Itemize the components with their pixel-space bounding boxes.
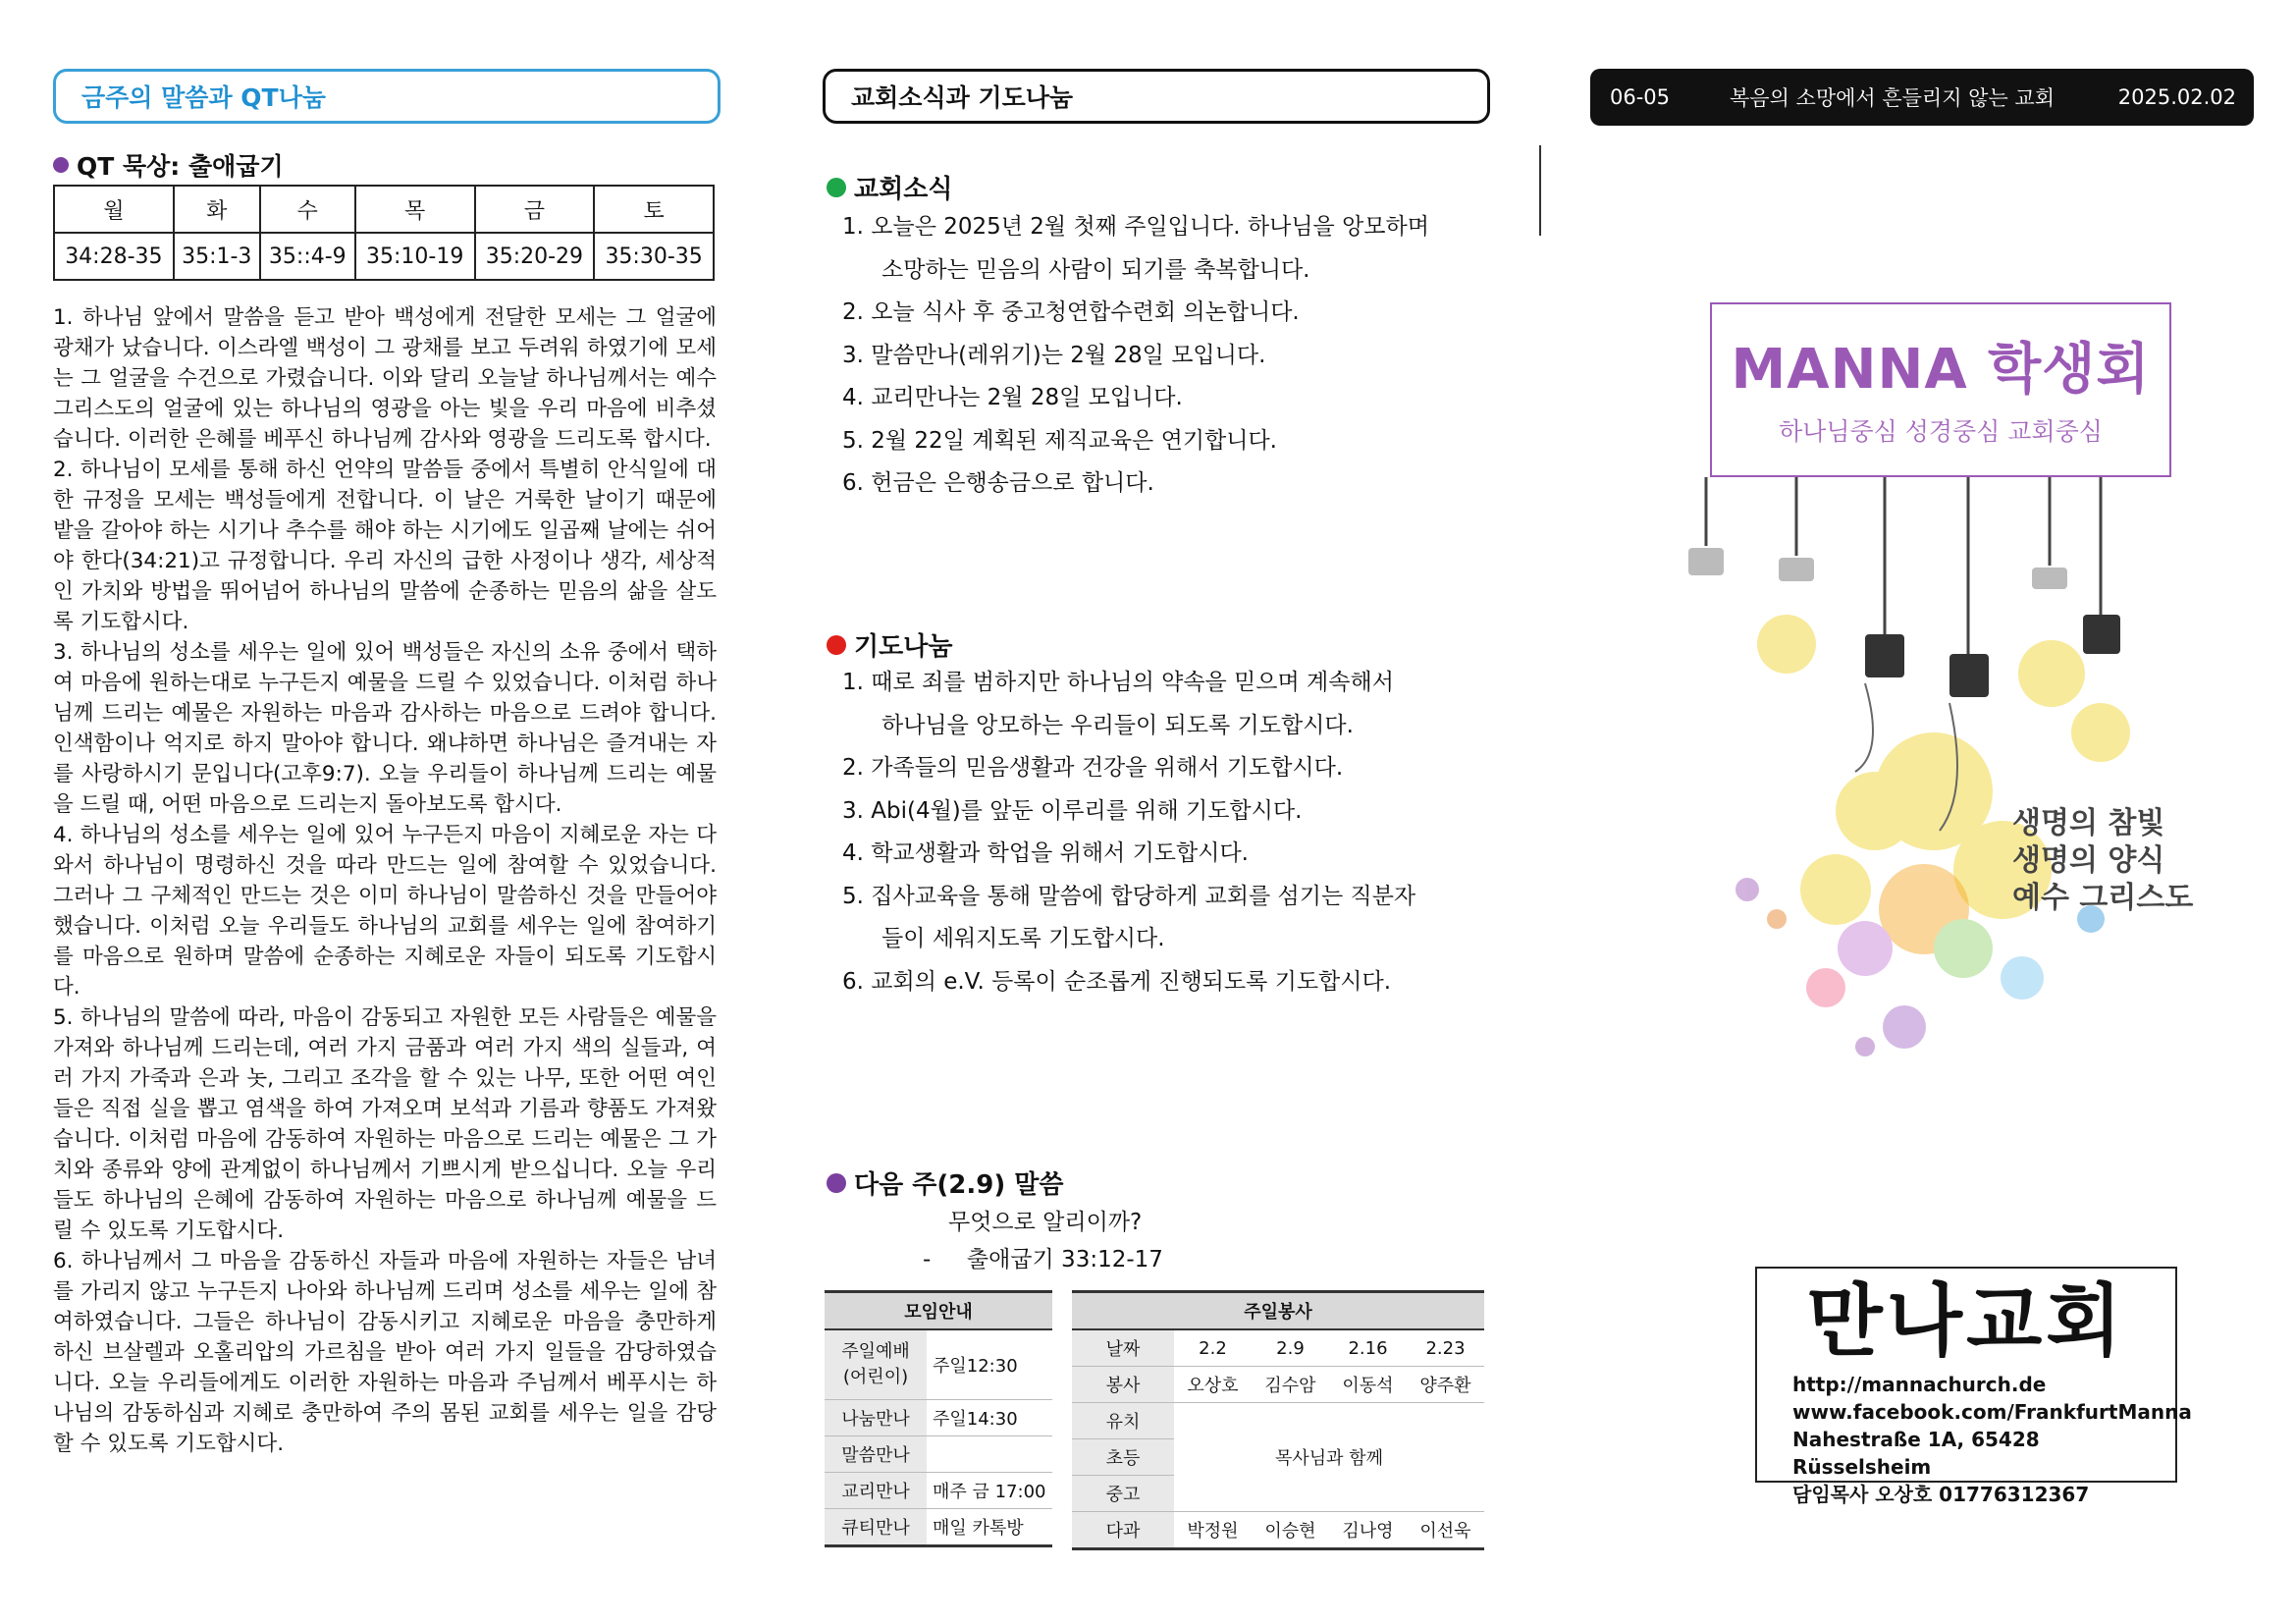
news-item: 4. 교리만나는 2월 28일 모입니다. bbox=[842, 385, 1183, 410]
qt-passage: 35:10-19 bbox=[355, 233, 475, 280]
service-host: 오상호 bbox=[1174, 1367, 1252, 1403]
qt-paragraph: 3. 하나님의 성소를 세우는 일에 있어 백성들은 자신의 소유 중에서 택하여 마음에 원하는대로 누구든지 예물을 드릴 수 있었습니다. 이처럼 하나님께 드리는 예물은 자원하는 마음과 감사하는 마음으로 드려야 합니다. 인색함이나 억지로 하지 말아야 합니다. 왜냐하면 하나님은 즐겨내는 자를 사랑하시기 문입니다(고후9:7). 오늘 우리들이 하나님께 드리는 예물을 드릴 때, 어떤 마음으로 드리는지 돌아보도록 합시다. bbox=[53, 640, 717, 817]
prayer-item: 6. 교회의 e.V. 등록이 순조롭게 진행되도록 기도합시다. bbox=[842, 968, 1392, 995]
column-divider bbox=[1539, 145, 1541, 236]
qt-days-row bbox=[54, 186, 714, 233]
meeting-label: 나눔만나 bbox=[825, 1400, 927, 1436]
service-host: 이동석 bbox=[1329, 1367, 1407, 1403]
news-item: 2. 오늘 식사 후 중고청연합수련회 의논합니다. bbox=[842, 299, 1300, 325]
qt-day: 수 bbox=[260, 186, 355, 233]
service-tea: 이승현 bbox=[1252, 1512, 1329, 1549]
qt-paragraph: 5. 하나님의 말씀에 따라, 마음이 감동되고 자원한 모든 사람들은 예물을 가져와 하나님께 드리는데, 여러 가지 금품과 여러 가지 색의 실들과, 여러 가지 가죽과 은과 놋, 그리고 조각을 할 수 있는 나무, 또한 어떤 여인들은 직접 실을 뽑고 염색을 하여 가져오며 보석과 기름과 향품도 가져왔습니다. 이처럼 마음에 감동하여 자원하는 마음으로 드리는 예물은 그 가치와 종류와 양에 관계없이 하나님께서 기쁘시게 받으십니다. 오늘 우리들도 하나님의 은혜에 감동하여 자원하는 마음으로 하나님께 예물을 드릴 수 있도록 기도합시다. bbox=[53, 1005, 717, 1243]
service-date: 2.23 bbox=[1407, 1329, 1484, 1367]
church-pastor: 담임목사 오상호 01776312367 bbox=[1792, 1483, 2090, 1506]
manna-box bbox=[1710, 302, 2171, 477]
prayer-list bbox=[842, 662, 1490, 1003]
manna-subtitle: 하나님중심 성경중심 교회중심 bbox=[1779, 417, 2103, 446]
qt-passages-row bbox=[54, 233, 714, 280]
service-host: 양주환 bbox=[1407, 1367, 1484, 1403]
church-info-box bbox=[1755, 1267, 2192, 1506]
church-contact bbox=[1757, 1371, 2192, 1508]
qt-paragraph: 4. 하나님의 성소를 세우는 일에 있어 누구든지 마음이 지혜로운 자는 다 와서 하나님이 명령하신 것을 따라 만드는 일에 참여할 수 있었습니다. 그러나 그 구체적인 만드는 것은 이미 하나님이 말씀하신 것을 만들어야 했습니다. 이처럼 오늘 우리들도 하나님의 교회를 세우는 일에 참여하기를 마음으로 원하며 말씀에 순종하는 지혜로운 자들이 되도록 기도합시다. bbox=[53, 823, 717, 1000]
qt-passage: 35:30-35 bbox=[594, 233, 714, 280]
church-facebook-link[interactable]: www.facebook.com/FrankfurtManna bbox=[1792, 1400, 2192, 1424]
meeting-value: 주일12:30 bbox=[927, 1329, 1052, 1400]
meeting-header: 모임안내 bbox=[825, 1292, 1052, 1330]
service-date: 2.2 bbox=[1174, 1329, 1252, 1367]
qt-paragraph: 2. 하나님이 모세를 통해 하신 언약의 말씀들 중에서 특별히 안식일에 대한 규정을 모세는 백성들에게 전합니다. 이 날은 거룩한 날이기 때문에 밭을 갈아야 하는 시기나 추수를 해야 하는 시기에도 일곱째 날에는 쉬어야 한다(34:21)고 규정합니다. 우리 자신의 급한 사정이나 생각, 세상적인 가치와 방법을 뛰어넘어 하나님의 말씀에 순종하는 믿음의 삶을 살도록 기도합시다. bbox=[53, 458, 717, 634]
meeting-value: 주일14:30 bbox=[927, 1400, 1052, 1436]
qt-passage: 34:28-35 bbox=[54, 233, 174, 280]
qt-paragraph: 6. 하나님께서 그 마음을 감동하신 자들과 마음에 자원하는 자들은 남녀를 가리지 않고 누구든지 나아와 하나님께 드리며 성소를 세우는 일에 참여하였습니다. 그들은 하나님이 감동시키고 지혜로운 마음을 충만하게 하신 브살렐과 오홀리압의 가르침을 받아 여러 가지 일들을 감당하였습니다. 오늘 우리들에게도 이러한 자원하는 마음과 주님께서 베푸시는 하나님의 감동하심과 지혜로 충만하여 주의 몸된 교회를 세우는 일을 감당할 수 있도록 기도합시다. bbox=[53, 1249, 717, 1456]
bulb-caption bbox=[2012, 805, 2193, 917]
green-dot-icon bbox=[827, 178, 846, 197]
service-header: 주일봉사 bbox=[1072, 1292, 1484, 1330]
qt-day: 금 bbox=[475, 186, 595, 233]
issue-banner bbox=[1590, 69, 2254, 126]
prayer-heading bbox=[827, 626, 952, 663]
bulb-caption-line: 생명의 양식 bbox=[2012, 843, 2165, 878]
service-label: 중고 bbox=[1072, 1476, 1174, 1512]
prayer-item: 3. Abi(4월)를 앞둔 이루리를 위해 기도합시다. bbox=[842, 797, 1303, 824]
service-with-pastor: 목사님과 함께 bbox=[1174, 1403, 1484, 1512]
qt-title-box bbox=[53, 69, 721, 124]
qt-paragraph: 1. 하나님 앞에서 말씀을 듣고 받아 백성에게 전달한 모세는 그 얼굴에 광채가 났습니다. 이스라엘 백성이 그 광채를 보고 두려워 하였기에 모세는 그 얼굴을 수건으로 가렸습니다. 이와 달리 오늘날 하나님께서는 예수 그리스도의 얼굴에 있는 하나님의 영광을 아는 빛을 우리 마음에 비추셨습니다. 이러한 은혜를 베푸신 하나님께 감사와 영광을 드리도록 합시다. bbox=[53, 305, 717, 452]
service-date: 2.16 bbox=[1329, 1329, 1407, 1367]
manna-title: MANNA 학생회 bbox=[1731, 338, 2151, 402]
church-name: 만나교회 bbox=[1806, 1275, 2126, 1367]
service-label: 유치 bbox=[1072, 1403, 1174, 1439]
meeting-label: 큐티만나 bbox=[825, 1509, 927, 1546]
service-date: 2.9 bbox=[1252, 1329, 1329, 1367]
service-tea: 박정원 bbox=[1174, 1512, 1252, 1549]
service-label: 다과 bbox=[1072, 1512, 1174, 1549]
service-tea: 이선욱 bbox=[1407, 1512, 1484, 1549]
service-tea: 김나영 bbox=[1329, 1512, 1407, 1549]
issue-number: 06-05 bbox=[1610, 85, 1671, 109]
qt-title: 금주의 말씀과 QT나눔 bbox=[81, 83, 326, 112]
qt-day: 토 bbox=[594, 186, 714, 233]
meeting-value: 매일 카톡방 bbox=[927, 1509, 1052, 1546]
meeting-label: 말씀만나 bbox=[825, 1436, 927, 1473]
news-heading-text: 교회소식 bbox=[854, 175, 953, 204]
service-label: 날짜 bbox=[1072, 1329, 1174, 1367]
prayer-heading-text: 기도나눔 bbox=[854, 632, 953, 662]
meeting-label: 교리만나 bbox=[825, 1473, 927, 1509]
church-website-link[interactable]: http://mannachurch.de bbox=[1792, 1373, 2047, 1396]
news-item: 3. 말씀만나(레위기)는 2월 28일 모입니다. bbox=[842, 342, 1266, 368]
qt-passage: 35:1-3 bbox=[174, 233, 260, 280]
bulb-caption-line: 예수 그리스도 bbox=[2012, 881, 2194, 915]
bullet-dot-icon bbox=[53, 157, 69, 173]
purple-dot-icon bbox=[827, 1173, 846, 1193]
news-title: 교회소식과 기도나눔 bbox=[851, 83, 1074, 112]
bulb-caption-line: 생명의 참빛 bbox=[2012, 806, 2165, 840]
prayer-item: 5. 집사교육을 통해 말씀에 합당하게 교회를 섬기는 직분자 들이 세워지도록 기도합시다. bbox=[842, 883, 1416, 951]
qt-meditation-text bbox=[53, 302, 717, 1459]
next-sermon bbox=[923, 1204, 1163, 1278]
qt-schedule-table bbox=[53, 185, 715, 281]
service-host: 김수암 bbox=[1252, 1367, 1329, 1403]
qt-day: 화 bbox=[174, 186, 260, 233]
qt-day: 목 bbox=[355, 186, 475, 233]
red-dot-icon bbox=[827, 635, 846, 655]
church-address: Nahestraße 1A, 65428 Rüsselsheim bbox=[1792, 1428, 2040, 1479]
next-sermon-heading-text: 다음 주(2.9) 말씀 bbox=[854, 1170, 1064, 1200]
prayer-item: 2. 가족들의 믿음생활과 건강을 위해서 기도합시다. bbox=[842, 755, 1344, 781]
church-motto: 복음의 소망에서 흔들리지 않는 교회 bbox=[1730, 86, 2055, 110]
next-sermon-title: 무엇으로 알리이까? bbox=[948, 1210, 1143, 1235]
qt-heading-text: QT 묵상: 출애굽기 bbox=[77, 152, 284, 181]
issue-date: 2025.02.02 bbox=[2117, 85, 2236, 109]
next-sermon-heading bbox=[827, 1164, 1064, 1201]
news-item: 5. 2월 22일 계획된 제직교육은 연기합니다. bbox=[842, 427, 1277, 454]
next-sermon-ref: - 출애굽기 33:12-17 bbox=[923, 1247, 1163, 1272]
service-table bbox=[1072, 1290, 1484, 1550]
qt-day: 월 bbox=[54, 186, 174, 233]
news-title-box bbox=[823, 69, 1490, 124]
meeting-label: 주일예배 (어린이) bbox=[825, 1329, 927, 1400]
meeting-table bbox=[825, 1290, 1052, 1547]
service-label: 초등 bbox=[1072, 1439, 1174, 1476]
news-heading bbox=[827, 169, 952, 205]
qt-passage: 35:20-29 bbox=[475, 233, 595, 280]
qt-passage: 35::4-9 bbox=[260, 233, 355, 280]
service-label: 봉사 bbox=[1072, 1367, 1174, 1403]
qt-heading bbox=[53, 147, 284, 183]
news-item: 1. 오늘은 2025년 2월 첫째 주일입니다. 하나님을 앙모하며 소망하는 믿음의 사람이 되기를 축복합니다. bbox=[842, 214, 1429, 283]
prayer-item: 1. 때로 죄를 범하지만 하나님의 약속을 믿으며 계속해서 하나님을 앙모하는 우리들이 되도록 기도합시다. bbox=[842, 670, 1394, 738]
news-item: 6. 헌금은 은행송금으로 합니다. bbox=[842, 470, 1154, 496]
news-list bbox=[842, 206, 1490, 506]
prayer-item: 4. 학교생활과 학업을 위해서 기도합시다. bbox=[842, 840, 1249, 866]
meeting-value: 매주 금 17:00 bbox=[927, 1473, 1052, 1509]
meeting-value bbox=[927, 1436, 1052, 1473]
